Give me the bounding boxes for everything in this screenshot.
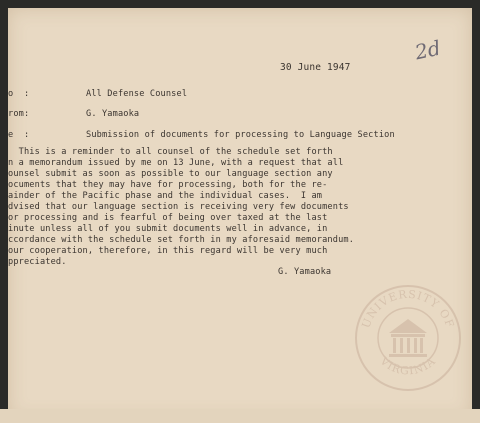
memo-date: 30 June 1947 bbox=[280, 62, 351, 73]
body-line: or processing and is fearful of being over taxed at the last bbox=[8, 213, 328, 223]
body-line: n a memorandum issued by me on 13 June, with a request that all bbox=[8, 158, 344, 168]
seal-text-bottom: VIRGINIA bbox=[377, 354, 439, 378]
signature: G. Yamaoka bbox=[278, 267, 332, 277]
body-line: ainder of the Pacific phase and the individual cases. I am bbox=[8, 191, 323, 201]
from-value: G. Yamaoka bbox=[86, 109, 140, 119]
subject-label: e : bbox=[8, 130, 30, 140]
body-line: This is a reminder to all counsel of the schedule set forth bbox=[8, 147, 333, 157]
handwritten-annotation: 2d bbox=[412, 35, 443, 65]
svg-text:VIRGINIA bbox=[377, 354, 439, 378]
university-seal-watermark bbox=[353, 283, 463, 393]
body-line: inute unless all of you submit documents well in advance, in bbox=[8, 224, 328, 234]
subject-value: Submission of documents for processing to Language Section bbox=[86, 130, 395, 140]
body-line: our cooperation, therefore, in this regard will be very much bbox=[8, 246, 328, 256]
body-line: ocuments that they may have for processing, both for the re- bbox=[8, 180, 328, 190]
body-line: ounsel submit as soon as possible to our language section any bbox=[8, 169, 333, 179]
scan-bottom-edge bbox=[0, 409, 480, 423]
to-value: All Defense Counsel bbox=[86, 89, 188, 99]
from-label: rom: bbox=[8, 109, 30, 119]
memo-page bbox=[8, 8, 472, 419]
body-line: dvised that our language section is receiving very few documents bbox=[8, 202, 349, 212]
body-line: ppreciated. bbox=[8, 257, 67, 267]
body-line: ccordance with the schedule set forth in my aforesaid memorandum. bbox=[8, 235, 355, 245]
seal-text-top: UNIVERSITY OF bbox=[359, 287, 457, 330]
to-label: o : bbox=[8, 89, 30, 99]
